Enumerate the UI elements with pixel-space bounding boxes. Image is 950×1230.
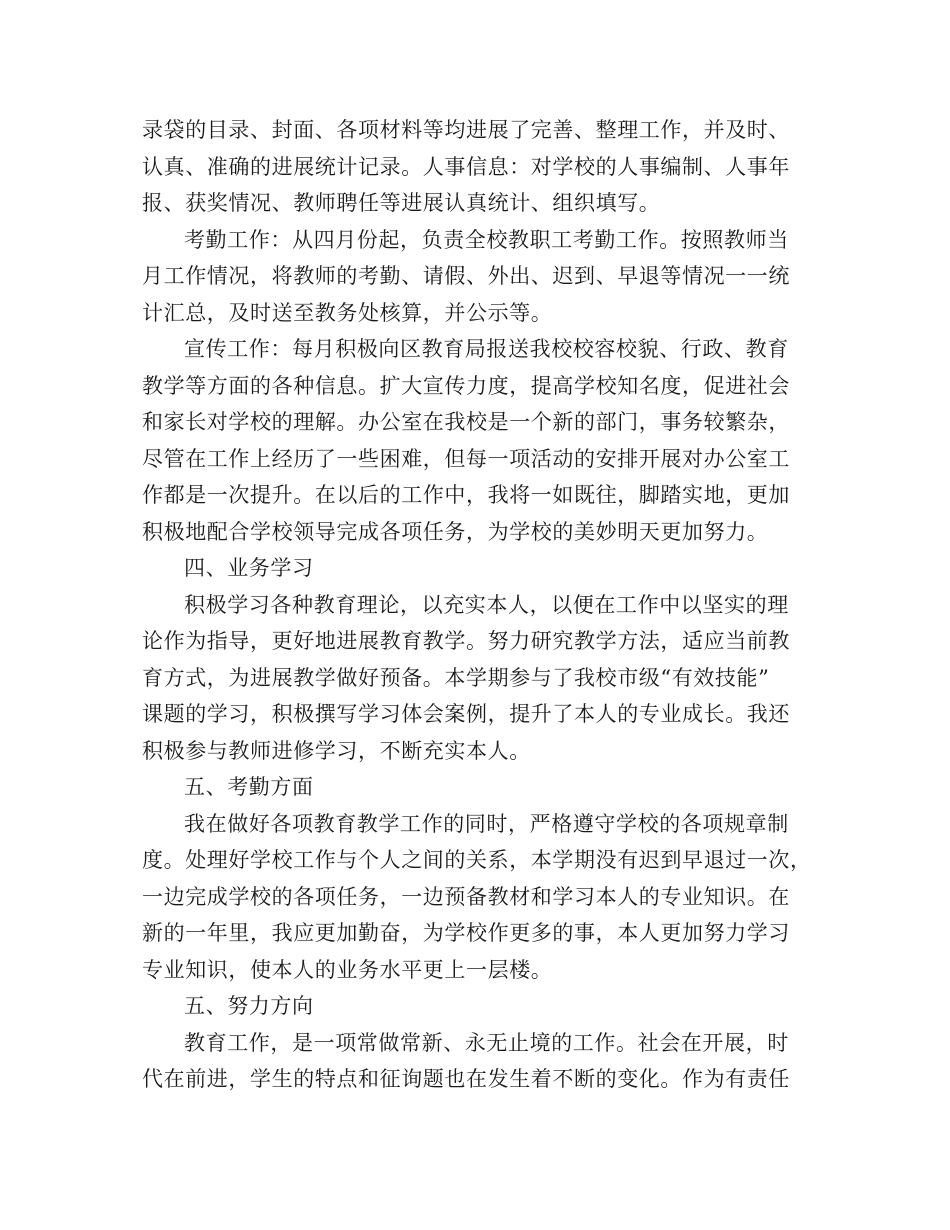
text-line: 教育工作，是一项常做常新、永无止境的工作。社会在开展，时 [184, 1030, 789, 1055]
section-heading: 四、业务学习 [184, 556, 314, 580]
text-line: 作都是一次提升。在以后的工作中，我将一如既往，脚踏实地，更加 [142, 483, 790, 507]
text-line: 代在前进，学生的特点和征询题也在发生着不断的变化。作为有责任 [142, 1067, 790, 1091]
text-line: 专业知识，使本人的业务水平更上一层楼。 [142, 957, 553, 982]
section-heading: 五、考勤方面 [184, 775, 314, 799]
text-line: 认真、准确的进展统计记录。人事信息：对学校的人事编制、人事年 [142, 154, 790, 179]
text-line: 一边完成学校的各项任务，一边预备教材和学习本人的专业知识。在 [142, 884, 790, 909]
text-line: 论作为指导，更好地进展教育教学。努力研究教学方法，适应当前教 [142, 629, 790, 653]
text-line: 新的一年里，我应更加勤奋，为学校作更多的事，本人更加努力学习 [142, 921, 790, 945]
text-line: 和家长对学校的理解。办公室在我校是一个新的部门，事务较繁杂， [142, 410, 790, 434]
text-line: 月工作情况，将教师的考勤、请假、外出、迟到、早退等情况一一统 [142, 264, 790, 288]
document-body [142, 112, 822, 1098]
text-line: 度。处理好学校工作与个人之间的关系，本学期没有迟到早退过一次， [142, 848, 812, 872]
text-line: 尽管在工作上经历了一些困难，但每一项活动的安排开展对办公室工 [142, 446, 790, 471]
text-line: 宣传工作：每月积极向区教育局报送我校校容校貌、行政、教育 [184, 337, 789, 361]
text-line: 我在做好各项教育教学工作的同时，严格遵守学校的各项规章制 [184, 811, 789, 836]
text-line: 计汇总，及时送至教务处核算，并公示等。 [142, 300, 553, 325]
section-heading: 五、努力方向 [184, 994, 314, 1018]
text-line: 积极学习各种教育理论，以充实本人，以便在工作中以坚实的理 [184, 592, 789, 617]
text-line: 积极地配合学校领导完成各项任务，为学校的美妙明天更加努力。 [142, 519, 769, 544]
text-line: 育方式，为进展教学做好预备。本学期参与了我校市级“有效技能” [142, 665, 770, 690]
text-line: 课题的学习，积极撰写学习体会案例，提升了本人的专业成长。我还 [142, 702, 790, 726]
text-line: 教学等方面的各种信息。扩大宣传力度，提高学校知名度，促进社会 [142, 373, 790, 398]
text-line: 报、获奖情况、教师聘任等进展认真统计、组织填写。 [142, 191, 661, 215]
text-line: 录袋的目录、封面、各项材料等均进展了完善、整理工作，并及时、 [142, 118, 790, 142]
text-line: 考勤工作：从四月份起，负责全校教职工考勤工作。按照教师当 [184, 227, 789, 252]
text-line: 积极参与教师进修学习，不断充实本人。 [142, 738, 531, 763]
